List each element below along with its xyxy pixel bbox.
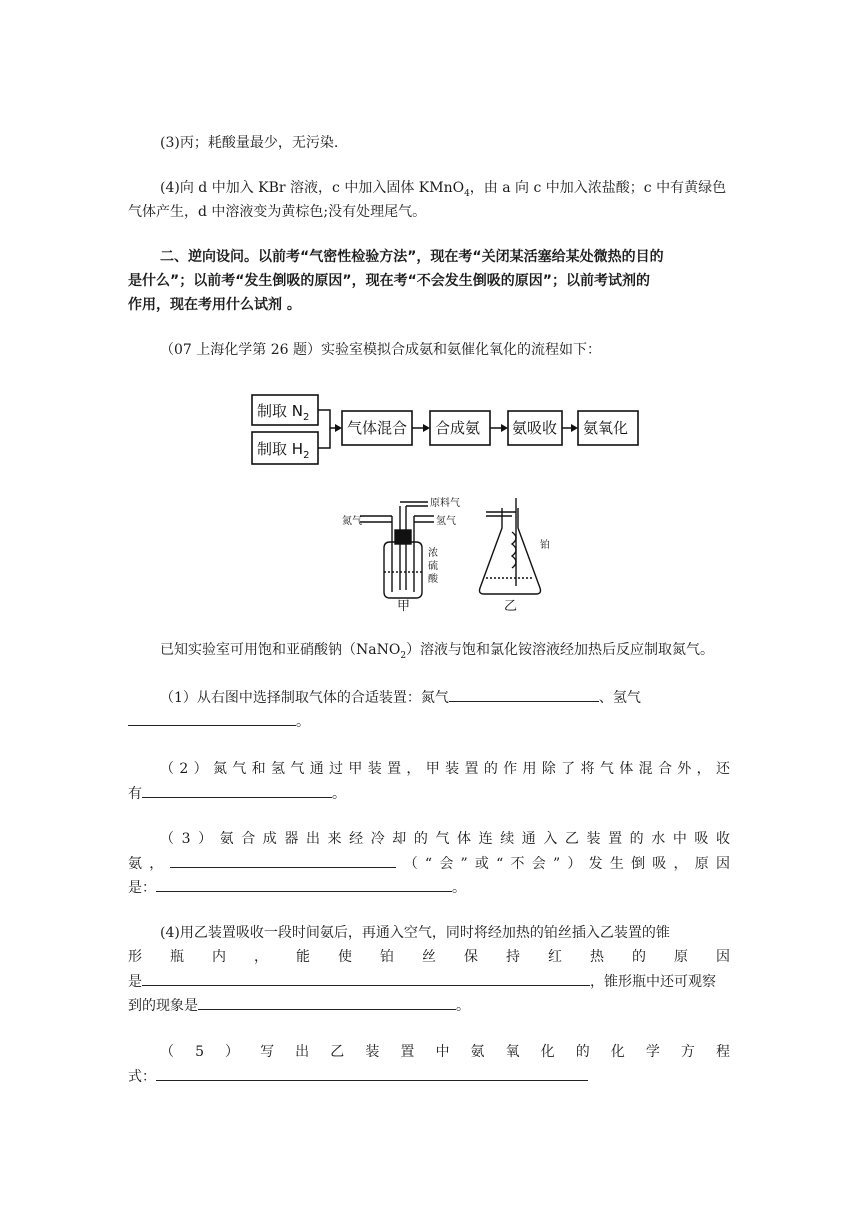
yi-label: 乙 [504,599,518,614]
q2-blank[interactable] [142,781,332,798]
h2-inlet-label: 氢气 [436,516,456,527]
acid-label-1: 浓 [428,548,438,559]
heading-line-3: 作用，现在考用什么试剂 。 [128,297,301,313]
oxid-label: 氨氧化 [583,419,629,437]
answer-line-3: (3)丙；耗酸量最少，无污染. [160,135,339,151]
question-3: （3）氨合成器出来经冷却的气体连续通入乙装置的水中吸收 [160,831,730,847]
question-5-cont: 式： [128,1064,730,1089]
question-1: （1）从右图中选择制取气体的合适装置：氮气 、氢气 [128,685,730,710]
h2-label: 制取 $H_2$ [257,440,310,461]
raw-gas-label: 原料气 [430,498,460,509]
question-4-cont: 形瓶内，能使铂丝保持红热的原因 [128,949,730,965]
q3-blank-1[interactable] [170,851,396,868]
q4-blank-1[interactable] [142,969,590,986]
mix-label: 气体混合 [347,419,408,437]
question-3-cont-2: 是： 。 [128,875,730,900]
answer-line-4: (4)向 d 中加入 KBr 溶液，c 中加入固体 KMnO$_4$，由 a 向 c 中加入浓盐酸；c 中有黄绿色 [160,180,727,199]
question-1-cont: 。 [128,709,730,734]
absorb-label: 氨吸收 [512,419,558,437]
q1-blank-n2[interactable] [449,685,599,702]
q4-blank-2[interactable] [198,993,456,1010]
q1-blank-h2[interactable] [128,709,296,726]
synthesis-flowchart [250,392,640,472]
jia-label: 甲 [397,599,411,614]
question-4: (4)用乙装置吸收一段时间氨后，再通入空气，同时将经加热的铂丝插入乙装置的锥 [160,925,670,941]
known-info: 已知实验室可用饱和亚硝酸钠（NaNO$_2$）溶液与饱和氯化铵溶液经加热后反应制取氮气。 [160,642,715,661]
acid-label-3: 酸 [428,574,438,585]
apparatus-diagram [340,492,560,614]
n2-inlet-label: 氮气 [342,516,362,527]
acid-label-2: 硫 [428,561,438,572]
problem-intro: （07 上海化学第 26 题）实验室模拟合成氨和氨催化氧化的流程如下： [160,342,601,358]
question-2: （2）氮气和氢气通过甲装置，甲装置的作用除了将气体混合外，还 [160,761,730,777]
n2-label: 制取 $N_2$ [257,402,310,423]
q3-blank-2[interactable] [156,875,452,892]
question-4-cont-2: 是 ，锥形瓶中还可观察 [128,969,730,994]
heading-line-2: 是什么”；以前考“发生倒吸的原因”，现在考“不会发生倒吸的原因”；以前考试剂的 [128,273,651,289]
question-4-cont-3: 到的现象是 。 [128,993,730,1018]
question-5: （5）写出乙装置中氨氧化的化学方程 [160,1044,730,1060]
question-3-cont: 氨， （“会”或“不会”）发生倒吸，原因 [128,851,730,876]
answer-line-4-cont: 气体产生，d 中溶液变为黄棕色;没有处理尾气。 [128,204,427,220]
platinum-label: 铂 [540,540,550,551]
bottle-jia [360,502,434,598]
heading-line-1: 二、逆向设问。以前考“气密性检验方法”，现在考“关闭某活塞给某处微热的目的 [160,249,664,265]
synth-label: 合成氨 [435,419,481,437]
flask-yi [480,498,541,594]
q5-blank[interactable] [156,1064,588,1081]
question-2-cont: 有 。 [128,781,730,806]
